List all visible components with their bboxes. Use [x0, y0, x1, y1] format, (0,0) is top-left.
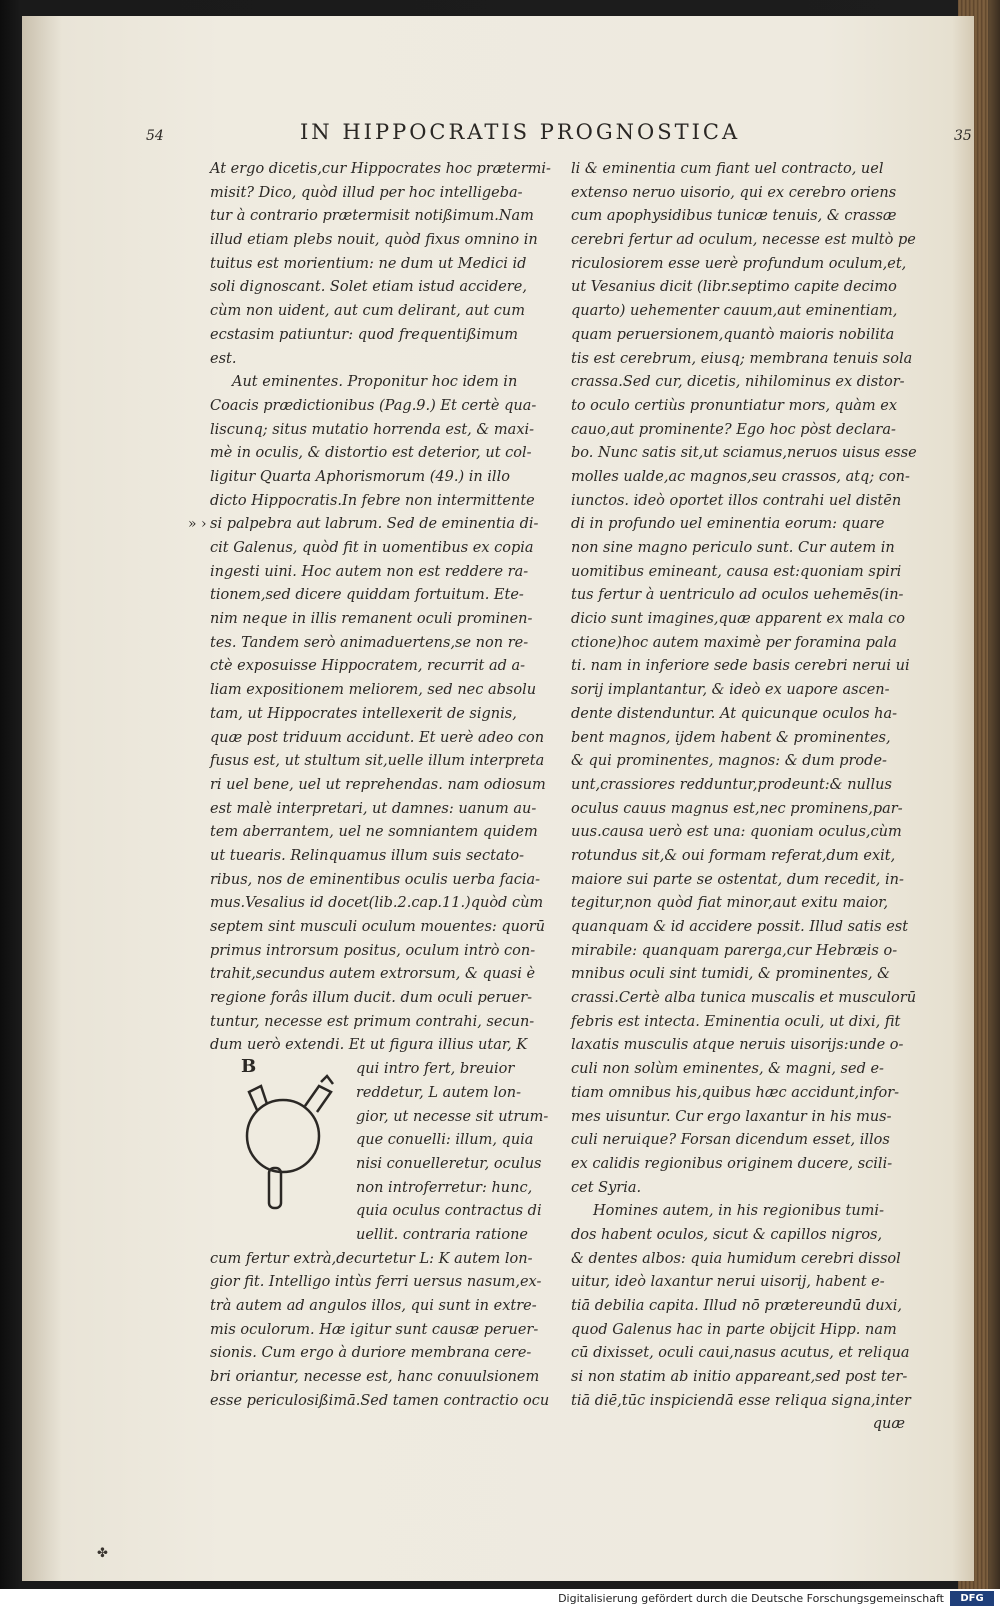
- text-line: quanquam & id accidere possit. Illud satis est: [571, 919, 909, 935]
- text-line: mis oculorum. Hæ igitur sunt causæ peruer-: [210, 1321, 539, 1338]
- text-line: ut Vesanius dicit (libr.septimo capite decimo: [571, 279, 897, 296]
- text-line: dente distenduntur. At quicunque oculos ha-: [571, 705, 898, 722]
- text-line: ri uel bene, uel ut reprehendas. nam odiosum: [210, 776, 546, 793]
- text-line: culi neruique? Forsan dicendum esset, illos: [571, 1132, 890, 1149]
- running-head: IN HIPPOCRATIS PROGNOSTICA: [300, 120, 741, 144]
- text-line: fusus est, ut stultum sit,uelle illum interpreta: [210, 753, 545, 770]
- text-line: qui intro fert, breuior: [356, 1061, 515, 1078]
- text-line: di in profundo uel eminentia eorum: quare: [571, 516, 885, 533]
- text-line: ex calidis regionibus originem ducere, scili-: [571, 1155, 893, 1172]
- text-line: tes. Tandem serò animaduertens,se non re-: [210, 634, 529, 651]
- text-line: bent magnos, ijdem habent & prominentes,: [571, 729, 891, 746]
- text-line: li & eminentia cum fiant uel contracto, uel: [571, 161, 884, 177]
- text-line: quæ: [872, 1416, 905, 1433]
- text-line: uitur, ideò laxantur nerui uisorij, habent e-: [571, 1274, 885, 1291]
- text-line: est malè interpretari, ut damnes: uanum au-: [210, 800, 537, 817]
- text-line: uellit. contraria ratione: [356, 1226, 528, 1243]
- text-line: bri oriantur, necesse est, hanc conuulsionem: [210, 1369, 540, 1386]
- text-line: liscunq; situs mutatio horrenda est, & maxi-: [210, 421, 535, 438]
- left-column-lines: [210, 158, 551, 1058]
- text-line: tam, ut Hippocrates intellexerit de signis,: [210, 705, 517, 722]
- text-line: misit? Dico, quòd illud per hoc intelligeba-: [210, 184, 523, 201]
- text-line: tegitur,non quòd fiat minor,aut exitu maior,: [571, 895, 889, 912]
- text-line: quod Galenus hac in parte obijcit Hipp. nam: [571, 1321, 897, 1338]
- left-column: [210, 158, 551, 1413]
- text-line: ctè exposuisse Hippocratem, recurrit ad a-: [210, 658, 526, 675]
- text-line: maiore sui parte se ostentat, dum recedit, in-: [571, 871, 904, 888]
- text-line: mes uisuntur. Cur ergo laxantur in his mus-: [571, 1108, 892, 1125]
- text-line: bo. Nunc satis sit,ut sciamus,neruos uisus esse: [571, 445, 917, 462]
- text-line: si palpebra aut labrum. Sed de eminentia di-: [210, 516, 539, 533]
- text-line: ingesti uini. Hoc autem non est reddere ra-: [210, 563, 529, 580]
- text-line: quam peruersionem,quantò maioris nobilita: [571, 326, 895, 343]
- text-line: gior, ut necesse sit utrum-: [356, 1108, 549, 1125]
- eye-muscle-figure: [235, 1050, 365, 1220]
- text-line: riculosiorem esse uerè profundum oculum,et,: [571, 255, 907, 272]
- text-line: cit Galenus, quòd fit in uomentibus ex copia: [210, 540, 534, 556]
- text-line: si non statim ab initio appareant,sed post ter-: [571, 1369, 908, 1386]
- text-line: tionem,sed dicere quiddam fortuitum. Ete-: [210, 587, 524, 604]
- text-line: At ergo dicetis,cur Hippocrates hoc prætermi-: [210, 161, 551, 177]
- right-column: [571, 158, 917, 1437]
- text-line: culi non solùm eminentes, & magni, sed e-: [571, 1061, 884, 1078]
- text-line: molles ualde,ac magnos,seu crassos, atq; con-: [571, 468, 910, 485]
- text-line: cum apophysidibus tunicæ tenuis, & crassæ: [571, 208, 897, 225]
- text-line: tur à contrario prætermisit notißimum.Nam: [210, 208, 534, 225]
- text-line: soli dignoscant. Solet etiam istud accidere,: [210, 279, 527, 296]
- text-line: unt,crassiores redduntur,prodeunt:& nullus: [571, 776, 892, 793]
- text-line: non sine magno periculo sunt. Cur autem in: [571, 540, 895, 556]
- text-line: tus fertur à uentriculo ad oculos uehemēs(in-: [571, 587, 904, 604]
- text-line: iunctos. ideò oportet illos contrahi uel distēn: [571, 492, 902, 509]
- text-line: sionis. Cum ergo à duriore membrana cere-: [210, 1345, 532, 1362]
- text-line: Coacis prædictionibus (Pag.9.) Et certè qua-: [210, 397, 537, 414]
- text-line: quia oculus contractus di: [356, 1203, 542, 1220]
- text-line: & dentes albos: quia humidum cerebri dissol: [571, 1250, 901, 1267]
- text-line: crassa.Sed cur, dicetis, nihilominus ex distor-: [571, 374, 905, 391]
- text-line: ecstasim patiuntur: quod frequentißimum: [210, 326, 518, 343]
- text-line: tem aberrantem, uel ne somniantem quidem: [210, 824, 538, 841]
- text-line: liam expositionem meliorem, sed nec absolu: [210, 682, 537, 699]
- text-line: rotundus sit,& oui formam referat,dum exit,: [571, 847, 896, 864]
- text-line: ut tuearis. Relinquamus illum suis sectato-: [210, 847, 525, 864]
- text-line: nisi conuelleretur, oculus: [356, 1155, 542, 1172]
- text-line: extenso neruo uisorio, qui ex cerebro oriens: [571, 184, 897, 201]
- text-line: dos habent oculos, sicut & capillos nigros,: [571, 1226, 883, 1243]
- text-line: nim neque in illis remanent oculi prominen-: [210, 611, 533, 628]
- text-line: que conuelli: illum, quia: [356, 1132, 534, 1149]
- text-line: crassi.Certè alba tunica muscalis et musculorū: [571, 990, 917, 1007]
- text-line: Aut eminentes. Proponitur hoc idem in: [232, 374, 518, 391]
- bottom-smudge-mark: ✤: [97, 1546, 108, 1561]
- text-line: est.: [210, 350, 237, 367]
- text-line: sorij implantantur, & ideò ex uapore ascen-: [571, 682, 890, 699]
- text-line: tuntur, necesse est primum contrahi, secun-: [210, 1013, 535, 1030]
- text-line: reddetur, L autem lon-: [356, 1084, 521, 1101]
- text-line: illud etiam plebs nouit, quòd fixus omnino in: [210, 232, 538, 249]
- text-line: tuitus est morientium: ne dum ut Medici id: [210, 255, 527, 272]
- text-line: uus.causa uerò est una: quoniam oculus,cùm: [571, 824, 902, 841]
- text-line: tiā debilia capita. Illud nō prætereundū duxi,: [571, 1298, 903, 1314]
- text-line: trà autem ad angulos illos, qui sunt in extre-: [210, 1298, 537, 1314]
- text-line: mirabile: quanquam parerga,cur Hebræis o-: [571, 942, 898, 959]
- text-line: oculus cauus magnus est,nec prominens,par-: [571, 800, 903, 817]
- figure-label-b: B: [241, 1056, 257, 1077]
- text-line: septem sint musculi oculum mouentes: quorū: [210, 919, 546, 935]
- page-number-right: 35: [954, 128, 972, 144]
- margin-marker: » ›: [188, 516, 207, 532]
- text-line: uomitibus emineant, causa est:quoniam spiri: [571, 563, 902, 580]
- text-line: ctione)hoc autem maximè per foramina pala: [571, 634, 897, 651]
- text-line: tiam omnibus his,quibus hæc accidunt,infor-: [571, 1084, 900, 1101]
- text-line: ti. nam in inferiore sede basis cerebri nerui ui: [571, 658, 910, 675]
- text-line: dicio sunt imagines,quæ apparent ex mala co: [571, 611, 905, 628]
- footer-bar: [0, 1589, 1000, 1609]
- page-header: [110, 120, 972, 150]
- text-line: febris est intecta. Eminentia oculi, ut dixi, fit: [571, 1013, 901, 1030]
- text-line: cauo,aut prominente? Ego hoc pòst declara-: [571, 421, 896, 438]
- text-line: cū dixisset, oculi caui,nasus acutus, et reliqua: [571, 1345, 910, 1362]
- text-line: cum fertur extrà,decurtetur L: K autem lon-: [210, 1250, 533, 1267]
- text-line: gior fit. Intelligo intùs ferri uersus nasum,ex-: [210, 1274, 542, 1291]
- text-line: tis est cerebrum, eiusq; membrana tenuis sola: [571, 350, 913, 367]
- text-line: non introferretur: hunc,: [356, 1179, 533, 1196]
- text-line: trahit,secundus autem extrorsum, & quasi è: [210, 966, 536, 983]
- text-line: esse periculosißimā.Sed tamen contractio ocu: [210, 1392, 550, 1409]
- text-line: cerebri fertur ad oculum, necesse est multò pe: [571, 232, 916, 249]
- text-line: primus introrsum positus, oculum intrò con-: [210, 942, 536, 959]
- text-line: mus.Vesalius id docet(lib.2.cap.11.)quòd cùm: [210, 895, 544, 912]
- right-column-lines: [571, 158, 917, 1437]
- text-line: Homines autem, in his regionibus tumi-: [593, 1203, 884, 1220]
- text-line: regione forâs illum ducit. dum oculi peruer-: [210, 990, 533, 1007]
- text-line: & qui prominentes, magnos: & dum prode-: [571, 753, 887, 770]
- text-line: ligitur Quarta Aphorismorum (49.) in illo: [210, 468, 510, 485]
- text-line: to oculo certiùs pronuntiatur mors, quàm ex: [571, 397, 898, 414]
- text-line: quæ post triduum accidunt. Et uerè adeo con: [210, 729, 545, 746]
- text-line: cùm non uident, aut cum delirant, aut cum: [210, 303, 526, 320]
- text-line: quarto) uehementer cauum,aut eminentiam,: [571, 303, 898, 320]
- text-line: mnibus oculi sint tumidi, & prominentes, &: [571, 966, 891, 983]
- text-line: dum uerò extendi. Et ut figura illius utar, K: [210, 1037, 528, 1054]
- text-line: tiā diē,tūc inspiciendā esse reliqua signa,inter: [571, 1392, 911, 1409]
- left-column-tail-lines: [210, 1248, 550, 1414]
- text-line: mè in oculis, & distortio est deterior, ut col-: [210, 445, 532, 462]
- page-number-left: 54: [146, 128, 164, 144]
- eyeball-icon: [247, 1076, 333, 1208]
- dfg-logo: DFG: [950, 1591, 994, 1606]
- text-line: laxatis musculis atque neruis uisorijs:unde o-: [571, 1037, 904, 1054]
- text-line: ribus, nos de eminentibus oculis uerba facia-: [210, 871, 541, 888]
- text-line: cet Syria.: [571, 1179, 642, 1196]
- footer-funding-text: Digitalisierung gefördert durch die Deutsche Forschungsgemeinschaft: [558, 1592, 944, 1605]
- text-line: dicto Hippocratis.In febre non intermittente: [210, 492, 535, 509]
